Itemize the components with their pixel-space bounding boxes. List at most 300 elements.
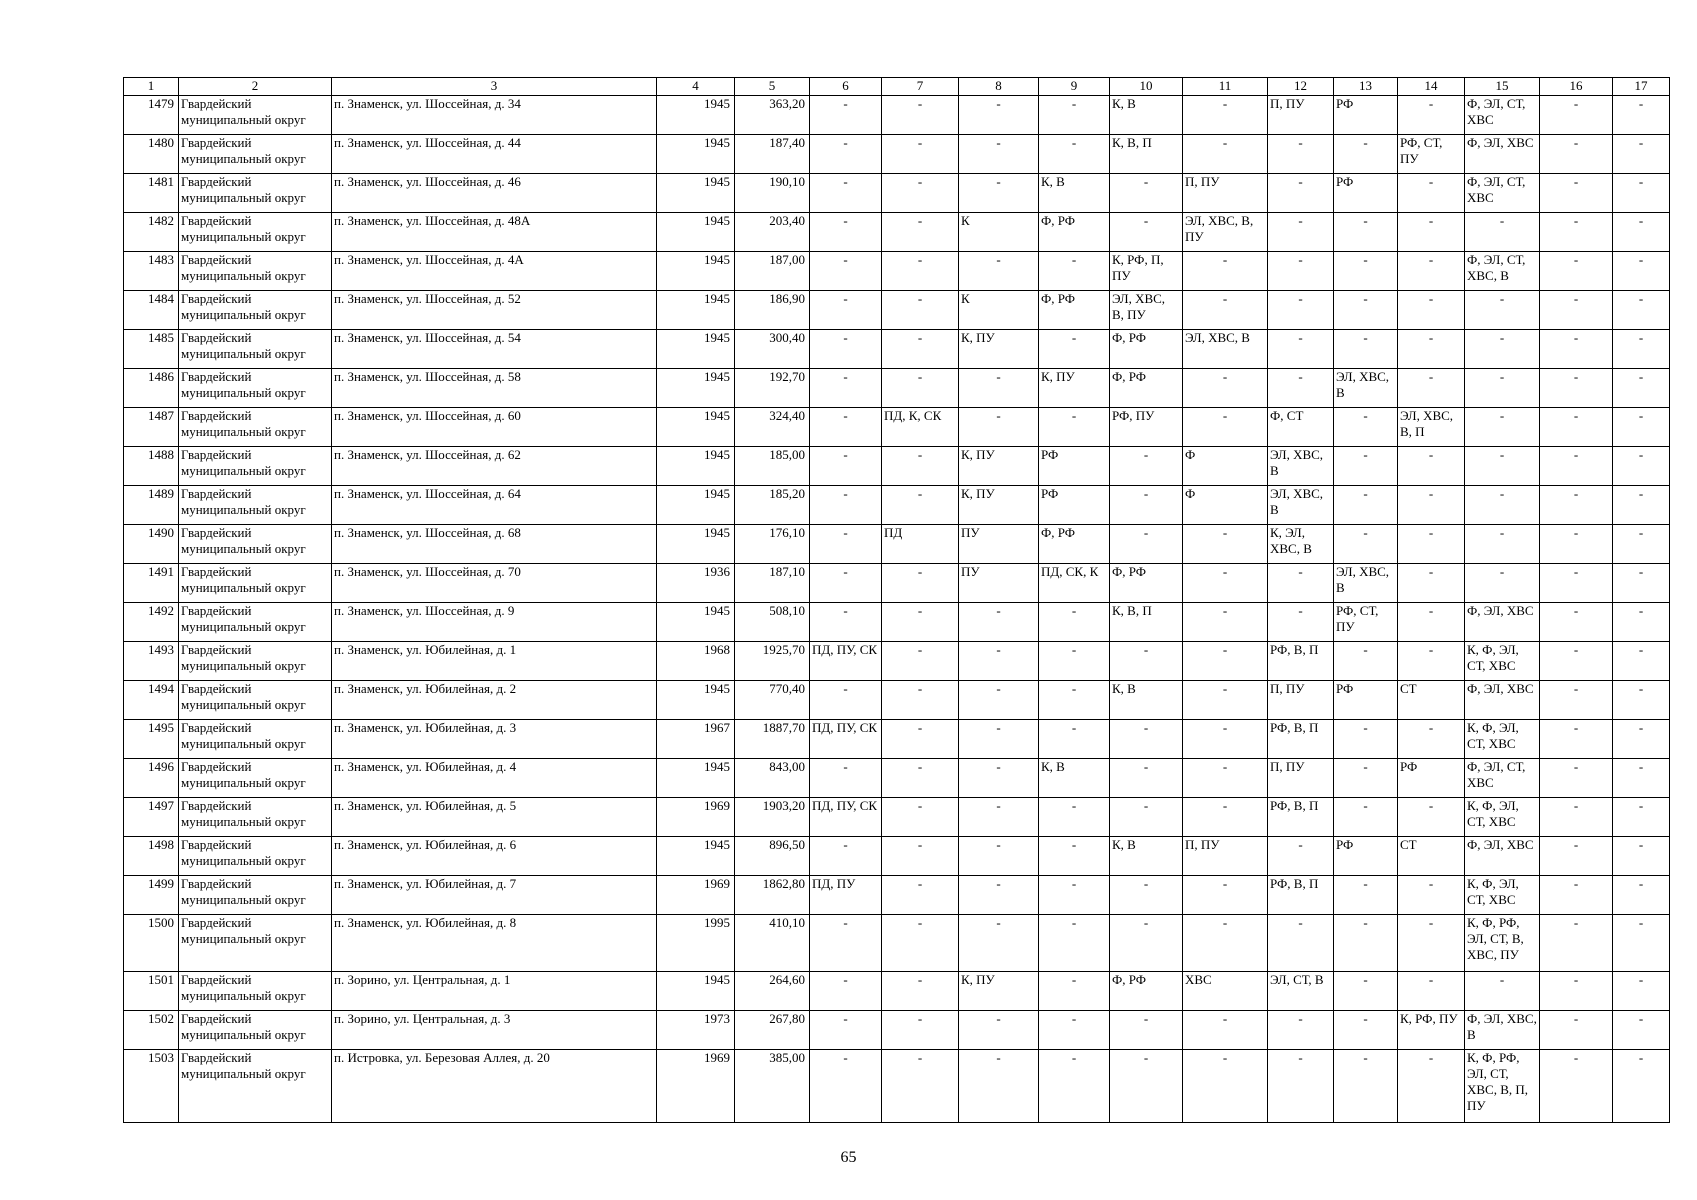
- table-cell: 1945: [657, 603, 735, 642]
- table-cell: 363,20: [735, 96, 810, 135]
- table-cell: п. Знаменск, ул. Шоссейная, д. 4А: [332, 252, 657, 291]
- table-cell: -: [1613, 135, 1670, 174]
- table-cell: п. Знаменск, ул. Шоссейная, д. 62: [332, 447, 657, 486]
- table-cell: -: [1183, 915, 1268, 972]
- table-cell: Ф, ЭЛ, ХВС: [1465, 837, 1540, 876]
- table-cell: 1482: [124, 213, 179, 252]
- table-cell: -: [959, 252, 1039, 291]
- table-cell: РФ: [1039, 447, 1110, 486]
- table-cell: -: [882, 486, 959, 525]
- table-cell: -: [1398, 174, 1465, 213]
- table-cell: п. Знаменск, ул. Шоссейная, д. 58: [332, 369, 657, 408]
- table-cell: 1903,20: [735, 798, 810, 837]
- table-cell: РФ: [1039, 486, 1110, 525]
- table-cell: -: [1540, 681, 1613, 720]
- table-cell: 770,40: [735, 681, 810, 720]
- table-cell: 203,40: [735, 213, 810, 252]
- table-cell: К: [959, 291, 1039, 330]
- table-cell: ЭЛ, СТ, В: [1268, 972, 1334, 1011]
- table-cell: -: [1465, 213, 1540, 252]
- column-header: 14: [1398, 78, 1465, 96]
- table-cell: Ф, РФ: [1110, 564, 1183, 603]
- table-cell: -: [959, 798, 1039, 837]
- table-cell: -: [882, 135, 959, 174]
- table-cell: п. Знаменск, ул. Шоссейная, д. 52: [332, 291, 657, 330]
- table-cell: К, ПУ: [959, 447, 1039, 486]
- table-cell: ПУ: [959, 564, 1039, 603]
- table-cell: Гвардейский муниципальный округ: [179, 486, 332, 525]
- table-cell: ПУ: [959, 525, 1039, 564]
- table-cell: -: [1398, 720, 1465, 759]
- table-cell: 1490: [124, 525, 179, 564]
- table-cell: К, В: [1110, 837, 1183, 876]
- table-cell: -: [810, 603, 882, 642]
- table-cell: Ф, ЭЛ, СТ, ХВС: [1465, 174, 1540, 213]
- column-header: 2: [179, 78, 332, 96]
- table-row: [124, 174, 1670, 213]
- table-cell: СТ: [1398, 837, 1465, 876]
- table-cell: -: [1334, 252, 1398, 291]
- table-cell: ЭЛ, ХВС, В: [1183, 330, 1268, 369]
- table-cell: -: [882, 837, 959, 876]
- table-cell: 1483: [124, 252, 179, 291]
- table-cell: -: [1540, 759, 1613, 798]
- table-cell: -: [1613, 369, 1670, 408]
- table-cell: -: [882, 252, 959, 291]
- table-cell: -: [1334, 1011, 1398, 1050]
- table-cell: п. Знаменск, ул. Шоссейная, д. 44: [332, 135, 657, 174]
- table-cell: 1969: [657, 1050, 735, 1123]
- table-cell: К, РФ, ПУ: [1398, 1011, 1465, 1050]
- table-cell: 1493: [124, 642, 179, 681]
- table-row: [124, 1050, 1670, 1123]
- table-cell: Ф, ЭЛ, СТ, ХВС: [1465, 96, 1540, 135]
- column-header: 6: [810, 78, 882, 96]
- table-cell: РФ, В, П: [1268, 798, 1334, 837]
- table-cell: -: [1398, 291, 1465, 330]
- table-cell: -: [1613, 603, 1670, 642]
- table-cell: -: [1398, 915, 1465, 972]
- table-row: [124, 369, 1670, 408]
- table-cell: п. Знаменск, ул. Юбилейная, д. 2: [332, 681, 657, 720]
- table-cell: Ф, ЭЛ, ХВС, В: [1465, 1011, 1540, 1050]
- table-cell: -: [1183, 525, 1268, 564]
- table-cell: ЭЛ, ХВС, В: [1268, 486, 1334, 525]
- table-cell: ПД, ПУ: [810, 876, 882, 915]
- table-cell: РФ, В, П: [1268, 876, 1334, 915]
- column-header: 16: [1540, 78, 1613, 96]
- table-cell: -: [1268, 213, 1334, 252]
- table-cell: 1945: [657, 330, 735, 369]
- table-cell: К, РФ, П, ПУ: [1110, 252, 1183, 291]
- table-cell: -: [810, 1050, 882, 1123]
- table-cell: -: [1183, 720, 1268, 759]
- table-cell: 1969: [657, 798, 735, 837]
- table-cell: -: [810, 291, 882, 330]
- table-row: [124, 837, 1670, 876]
- table-cell: -: [882, 681, 959, 720]
- table-cell: 1945: [657, 759, 735, 798]
- table-cell: -: [1334, 972, 1398, 1011]
- buildings-table: [123, 77, 1670, 1123]
- table-cell: Гвардейский муниципальный округ: [179, 759, 332, 798]
- table-cell: -: [959, 720, 1039, 759]
- table-cell: РФ, ПУ: [1110, 408, 1183, 447]
- table-cell: Гвардейский муниципальный округ: [179, 135, 332, 174]
- table-cell: 1945: [657, 525, 735, 564]
- table-cell: К, ЭЛ, ХВС, В: [1268, 525, 1334, 564]
- table-cell: Гвардейский муниципальный округ: [179, 915, 332, 972]
- table-cell: -: [810, 135, 882, 174]
- table-cell: Ф, РФ: [1039, 525, 1110, 564]
- table-cell: -: [1398, 252, 1465, 291]
- table-cell: -: [882, 798, 959, 837]
- table-cell: 1494: [124, 681, 179, 720]
- table-cell: -: [810, 213, 882, 252]
- table-cell: 1501: [124, 972, 179, 1011]
- table-cell: -: [1398, 972, 1465, 1011]
- table-cell: К, Ф, РФ, ЭЛ, СТ, ХВС, В, П, ПУ: [1465, 1050, 1540, 1123]
- table-cell: -: [1039, 798, 1110, 837]
- table-cell: -: [1110, 1050, 1183, 1123]
- table-cell: -: [1183, 369, 1268, 408]
- table-cell: Ф: [1183, 447, 1268, 486]
- table-cell: -: [810, 330, 882, 369]
- table-row: [124, 798, 1670, 837]
- table-cell: Гвардейский муниципальный округ: [179, 174, 332, 213]
- table-cell: Ф, ЭЛ, ХВС: [1465, 681, 1540, 720]
- table-row: [124, 486, 1670, 525]
- table-cell: Ф: [1183, 486, 1268, 525]
- table-cell: -: [959, 135, 1039, 174]
- table-cell: 1945: [657, 135, 735, 174]
- table-row: [124, 447, 1670, 486]
- table-cell: 1479: [124, 96, 179, 135]
- column-header: 4: [657, 78, 735, 96]
- table-cell: -: [882, 720, 959, 759]
- table-cell: -: [1398, 564, 1465, 603]
- table-cell: -: [1268, 369, 1334, 408]
- table-cell: -: [810, 1011, 882, 1050]
- table-row: [124, 759, 1670, 798]
- table-cell: РФ, В, П: [1268, 642, 1334, 681]
- table-cell: -: [1334, 759, 1398, 798]
- table-cell: -: [1039, 1011, 1110, 1050]
- table-cell: -: [1268, 1050, 1334, 1123]
- table-cell: -: [1398, 642, 1465, 681]
- table-cell: Гвардейский муниципальный округ: [179, 525, 332, 564]
- table-cell: 192,70: [735, 369, 810, 408]
- table-cell: 1887,70: [735, 720, 810, 759]
- table-cell: 1486: [124, 369, 179, 408]
- table-row: [124, 252, 1670, 291]
- table-cell: Ф, СТ: [1268, 408, 1334, 447]
- table-cell: -: [1613, 330, 1670, 369]
- table-cell: Гвардейский муниципальный округ: [179, 642, 332, 681]
- table-cell: -: [1465, 447, 1540, 486]
- table-cell: 1500: [124, 915, 179, 972]
- table-cell: 1968: [657, 642, 735, 681]
- table-cell: -: [810, 252, 882, 291]
- table-cell: -: [1334, 135, 1398, 174]
- table-cell: -: [810, 681, 882, 720]
- table-cell: п. Знаменск, ул. Юбилейная, д. 1: [332, 642, 657, 681]
- table-cell: п. Знаменск, ул. Шоссейная, д. 9: [332, 603, 657, 642]
- table-cell: -: [1110, 447, 1183, 486]
- table-cell: К: [959, 213, 1039, 252]
- table-cell: -: [959, 915, 1039, 972]
- table-cell: -: [1398, 330, 1465, 369]
- table-cell: 1862,80: [735, 876, 810, 915]
- table-cell: п. Знаменск, ул. Шоссейная, д. 46: [332, 174, 657, 213]
- table-cell: -: [1110, 642, 1183, 681]
- table-cell: 1502: [124, 1011, 179, 1050]
- table-cell: 187,00: [735, 252, 810, 291]
- table-cell: -: [1465, 291, 1540, 330]
- table-row: [124, 291, 1670, 330]
- table-cell: -: [1334, 1050, 1398, 1123]
- table-cell: -: [1110, 213, 1183, 252]
- table-cell: Гвардейский муниципальный округ: [179, 1050, 332, 1123]
- table-cell: -: [1465, 972, 1540, 1011]
- table-cell: 267,80: [735, 1011, 810, 1050]
- table-cell: -: [1398, 876, 1465, 915]
- table-cell: 1496: [124, 759, 179, 798]
- table-cell: -: [1398, 525, 1465, 564]
- table-cell: п. Зорино, ул. Центральная, д. 1: [332, 972, 657, 1011]
- table-cell: К, Ф, ЭЛ, СТ, ХВС: [1465, 798, 1540, 837]
- table-cell: п. Знаменск, ул. Юбилейная, д. 8: [332, 915, 657, 972]
- table-cell: -: [1039, 603, 1110, 642]
- table-cell: -: [1540, 642, 1613, 681]
- table-cell: -: [810, 972, 882, 1011]
- table-cell: 1945: [657, 291, 735, 330]
- table-cell: п. Знаменск, ул. Юбилейная, д. 4: [332, 759, 657, 798]
- table-cell: -: [1110, 486, 1183, 525]
- table-cell: Гвардейский муниципальный округ: [179, 876, 332, 915]
- table-cell: 1480: [124, 135, 179, 174]
- table-cell: -: [1613, 1050, 1670, 1123]
- table-cell: 190,10: [735, 174, 810, 213]
- table-cell: 1995: [657, 915, 735, 972]
- table-cell: Гвардейский муниципальный округ: [179, 252, 332, 291]
- table-cell: Ф, РФ: [1039, 291, 1110, 330]
- table-cell: Гвардейский муниципальный округ: [179, 291, 332, 330]
- table-cell: -: [882, 564, 959, 603]
- table-cell: 1945: [657, 213, 735, 252]
- table-cell: -: [1398, 213, 1465, 252]
- table-cell: РФ: [1334, 681, 1398, 720]
- table-cell: -: [1540, 798, 1613, 837]
- table-cell: К, В: [1110, 96, 1183, 135]
- table-cell: п. Зорино, ул. Центральная, д. 3: [332, 1011, 657, 1050]
- table-cell: -: [1183, 135, 1268, 174]
- table-cell: -: [1540, 972, 1613, 1011]
- table-cell: Гвардейский муниципальный округ: [179, 213, 332, 252]
- table-cell: -: [1183, 564, 1268, 603]
- table-cell: ЭЛ, ХВС, В, П: [1398, 408, 1465, 447]
- table-cell: -: [1110, 759, 1183, 798]
- table-cell: 264,60: [735, 972, 810, 1011]
- table-cell: -: [959, 1011, 1039, 1050]
- table-cell: -: [810, 96, 882, 135]
- table-cell: -: [1540, 486, 1613, 525]
- table-cell: -: [1268, 837, 1334, 876]
- table-cell: -: [1039, 330, 1110, 369]
- table-cell: -: [1268, 603, 1334, 642]
- table-cell: -: [1183, 681, 1268, 720]
- table-cell: 1967: [657, 720, 735, 759]
- column-header: 11: [1183, 78, 1268, 96]
- table-cell: 185,00: [735, 447, 810, 486]
- table-row: [124, 408, 1670, 447]
- page-number: 65: [840, 1149, 857, 1166]
- table-cell: -: [1183, 798, 1268, 837]
- table-cell: -: [1540, 876, 1613, 915]
- table-cell: -: [1183, 96, 1268, 135]
- table-cell: Ф, ЭЛ, ХВС: [1465, 135, 1540, 174]
- table-cell: п. Знаменск, ул. Шоссейная, д. 48А: [332, 213, 657, 252]
- table-cell: ЭЛ, ХВС, В: [1268, 447, 1334, 486]
- table-cell: -: [882, 213, 959, 252]
- table-cell: -: [1183, 1050, 1268, 1123]
- table-cell: ПД, ПУ, СК: [810, 720, 882, 759]
- table-cell: 1503: [124, 1050, 179, 1123]
- table-row: [124, 642, 1670, 681]
- table-cell: -: [1540, 720, 1613, 759]
- table-cell: 1945: [657, 486, 735, 525]
- table-cell: -: [959, 603, 1039, 642]
- table-cell: Гвардейский муниципальный округ: [179, 1011, 332, 1050]
- table-cell: -: [1183, 291, 1268, 330]
- table-cell: 410,10: [735, 915, 810, 972]
- column-header: 3: [332, 78, 657, 96]
- table-cell: -: [1613, 213, 1670, 252]
- table-cell: -: [1465, 369, 1540, 408]
- table-cell: 186,90: [735, 291, 810, 330]
- table-cell: Гвардейский муниципальный округ: [179, 330, 332, 369]
- table-cell: -: [959, 1050, 1039, 1123]
- table-cell: -: [1110, 174, 1183, 213]
- table-cell: -: [1334, 486, 1398, 525]
- table-cell: -: [1110, 525, 1183, 564]
- table-cell: 324,40: [735, 408, 810, 447]
- table-cell: 1487: [124, 408, 179, 447]
- table-cell: -: [1183, 252, 1268, 291]
- table-cell: -: [1540, 96, 1613, 135]
- table-cell: -: [810, 564, 882, 603]
- table-row: [124, 603, 1670, 642]
- table-cell: -: [882, 330, 959, 369]
- table-cell: -: [1398, 1050, 1465, 1123]
- table-cell: 1491: [124, 564, 179, 603]
- table-cell: -: [1268, 1011, 1334, 1050]
- table-cell: 1492: [124, 603, 179, 642]
- table-cell: -: [1039, 642, 1110, 681]
- table-cell: ПД: [882, 525, 959, 564]
- table-cell: -: [1334, 525, 1398, 564]
- table-cell: -: [1039, 252, 1110, 291]
- column-header: 8: [959, 78, 1039, 96]
- table-cell: -: [1268, 174, 1334, 213]
- column-header: 12: [1268, 78, 1334, 96]
- table-cell: -: [1334, 291, 1398, 330]
- table-cell: -: [1183, 603, 1268, 642]
- table-cell: -: [959, 876, 1039, 915]
- table-cell: -: [1540, 915, 1613, 972]
- table-cell: 185,20: [735, 486, 810, 525]
- table-row: [124, 1011, 1670, 1050]
- table-cell: -: [1039, 135, 1110, 174]
- table-cell: -: [882, 291, 959, 330]
- table-cell: -: [1540, 564, 1613, 603]
- table-cell: 1481: [124, 174, 179, 213]
- table-cell: -: [1613, 759, 1670, 798]
- table-cell: П, ПУ: [1268, 681, 1334, 720]
- table-cell: п. Знаменск, ул. Шоссейная, д. 60: [332, 408, 657, 447]
- table-cell: -: [1398, 447, 1465, 486]
- table-cell: -: [810, 408, 882, 447]
- table-cell: -: [959, 408, 1039, 447]
- table-cell: -: [959, 369, 1039, 408]
- table-cell: -: [882, 972, 959, 1011]
- table-cell: п. Знаменск, ул. Шоссейная, д. 34: [332, 96, 657, 135]
- table-cell: Гвардейский муниципальный округ: [179, 972, 332, 1011]
- table-cell: Гвардейский муниципальный округ: [179, 798, 332, 837]
- table-cell: -: [1613, 1011, 1670, 1050]
- table-cell: СТ: [1398, 681, 1465, 720]
- table-cell: 1945: [657, 837, 735, 876]
- table-cell: 187,40: [735, 135, 810, 174]
- table-cell: -: [1540, 408, 1613, 447]
- table-cell: К, В, П: [1110, 135, 1183, 174]
- table-cell: -: [959, 642, 1039, 681]
- table-cell: П, ПУ: [1268, 759, 1334, 798]
- table-header-row: [124, 78, 1670, 96]
- table-row: [124, 720, 1670, 759]
- table-cell: -: [1540, 603, 1613, 642]
- table-row: [124, 915, 1670, 972]
- table-cell: ПД, ПУ, СК: [810, 642, 882, 681]
- table-cell: -: [1334, 213, 1398, 252]
- table-cell: -: [1334, 447, 1398, 486]
- table-cell: К, В, П: [1110, 603, 1183, 642]
- column-header: 7: [882, 78, 959, 96]
- table-cell: -: [810, 915, 882, 972]
- table-cell: -: [959, 681, 1039, 720]
- table-row: [124, 564, 1670, 603]
- table-cell: -: [882, 369, 959, 408]
- table-cell: -: [1465, 408, 1540, 447]
- table-cell: -: [959, 96, 1039, 135]
- table-cell: 896,50: [735, 837, 810, 876]
- table-cell: -: [810, 837, 882, 876]
- table-cell: -: [1268, 252, 1334, 291]
- table-cell: Ф, РФ: [1110, 369, 1183, 408]
- table-cell: -: [1334, 408, 1398, 447]
- table-cell: ХВС: [1183, 972, 1268, 1011]
- table-cell: -: [1613, 252, 1670, 291]
- table-cell: РФ: [1398, 759, 1465, 798]
- table-cell: -: [1398, 96, 1465, 135]
- table-body: [124, 96, 1670, 1123]
- table-cell: -: [1613, 291, 1670, 330]
- table-cell: -: [1613, 525, 1670, 564]
- table-row: [124, 972, 1670, 1011]
- table-cell: РФ, СТ, ПУ: [1398, 135, 1465, 174]
- table-cell: 1945: [657, 174, 735, 213]
- table-cell: 1945: [657, 369, 735, 408]
